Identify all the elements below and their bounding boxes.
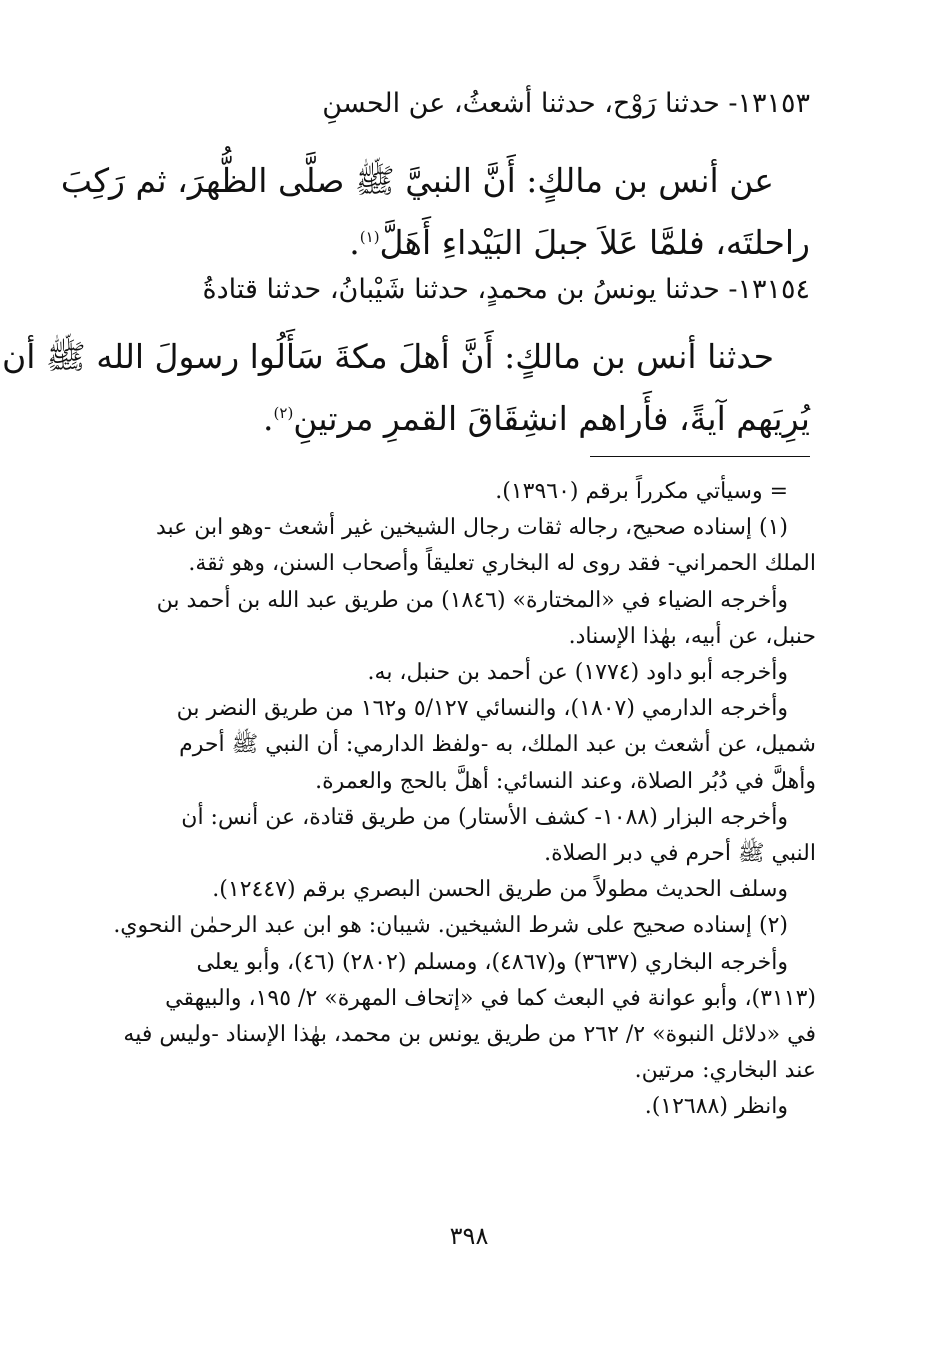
footnote-line: = وسيأتي مكرراً برقم (١٣٩٦٠). [495, 479, 788, 504]
footnote-line: وأخرجه الضياء في «المختارة» (١٨٤٦) من طريق عبد الله بن أحمد بن [156, 587, 788, 613]
footnote-divider [590, 456, 810, 457]
footnote-line: شميل، عن أشعث بن عبد الملك، به -ولفظ الدارمي: أن النبي ﷺ أحرم [179, 732, 816, 758]
hadith-head-text: ١٣١٥٤- حدثنا يونسُ بن محمدٍ، حدثنا شَيْبانُ، حدثنا قتادةُ [202, 274, 810, 305]
footnote-line: عند البخاري: مرتين. [634, 1058, 816, 1084]
footnote-line: (٢) إسناده صحيح على شرط الشيخين. شيبان: هو ابن عبد الرحمٰن النحوي. [113, 913, 788, 939]
footnote-line: وأخرجه البزار (١٠٨٨- كشف الأستار) من طريق قتادة، عن أنس: أن [181, 804, 788, 830]
matn-line-text: يُرِيَهم آيةً، فأَراهم انشِقَاقَ القمرِ مرتينِ [293, 399, 810, 438]
footnote-line: حنبل، عن أبيه، بهٰذا الإسناد. [568, 623, 816, 649]
matn-line: حدثنا أنس بن مالكٍ: أَنَّ أهلَ مكةَ سَأَلُوا رسولَ الله ﷺ أن [1, 337, 774, 376]
hadith-13153-head [120, 84, 810, 124]
footnote-line: وأخرجه أبو داود (١٧٧٤) عن أحمد بن حنبل، به. [367, 660, 788, 686]
footnote-line: (٣١١٣)، وأبو عوانة في البعث كما في «إتحاف المهرة» ٢/ ١٩٥، والبيهقي [165, 985, 816, 1011]
footnote-ref: (١) [359, 228, 380, 246]
footnote-line: النبي ﷺ أحرم في دبر الصلاة. [544, 841, 816, 867]
matn-line-text: راحلتَه، فلمَّا عَلاَ جبلَ البَيْداءِ أَهَلَّ [379, 223, 810, 262]
matn-line: عن أنس بن مالكٍ: أَنَّ النبيَّ ﷺ صلَّى الظُّهرَ، ثم رَكِبَ [60, 161, 774, 200]
footnote-ref: (٢) [273, 404, 294, 422]
footnote-line: وانظر (١٢٦٨٨). [644, 1094, 788, 1120]
footnote-line: وأهلَّ في دُبُر الصلاة، وعند النسائي: أهلَّ بالحج والعمرة. [315, 768, 816, 794]
footnote-line: (١) إسناده صحيح، رجاله ثقات رجال الشيخين غير أشعث -وهو ابن عبد [156, 515, 788, 541]
footnote-line: وأخرجه البخاري (٣٦٣٧) و(٤٨٦٧)، ومسلم (٢٨٠٢) (٤٦)، وأبو يعلى [196, 949, 788, 975]
footnote-line: الملك الحمراني- فقد روى له البخاري تعليقاً وأصحاب السنن، وهو ثقة. [188, 551, 816, 577]
matn-line: راحلتَه، فلمَّا عَلاَ جبلَ البَيْداءِ أَهَلَّ$^{(١)}$. [349, 223, 810, 262]
hadith-13154-head [120, 270, 810, 310]
footnote-line: وسلف الحديث مطولاً من طريق الحسن البصري برقم (١٢٤٤٧). [212, 877, 788, 903]
hadith-13153-matn [60, 150, 810, 274]
footnotes [110, 474, 816, 1126]
page-number: ٣٩٨ [449, 1222, 489, 1250]
matn-line: يُرِيَهم آيةً، فأَراهم انشِقَاقَ القمرِ مرتينِ$^{(٢)}$. [263, 399, 810, 438]
hadith-13154-matn [1, 326, 810, 450]
footnote-line: وأخرجه الدارمي (١٨٠٧)، والنسائي ٥/١٢٧ و١٦٢ من طريق النضر بن [176, 696, 788, 722]
footnote-line: في «دلائل النبوة» ٢/ ٢٦٢ من طريق يونس بن محمد، بهٰذا الإسناد -وليس فيه [123, 1022, 816, 1048]
hadith-head-text: ١٣١٥٣- حدثنا رَوْح، حدثنا أشعثُ، عن الحسنِ [322, 88, 810, 119]
